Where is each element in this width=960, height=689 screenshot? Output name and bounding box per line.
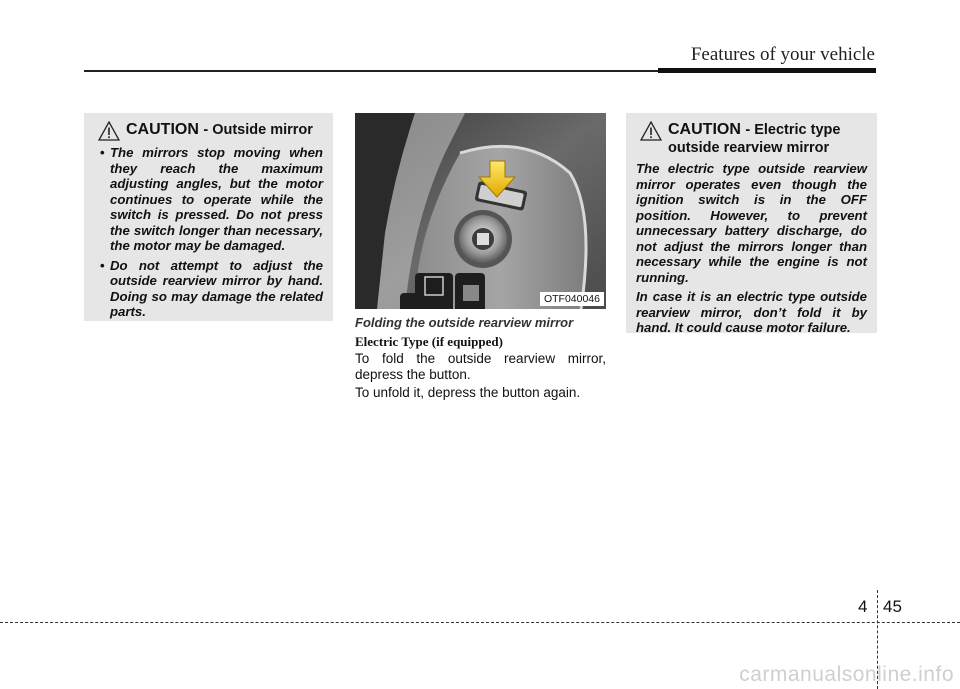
- page-number: 45: [883, 597, 902, 616]
- section-heading: Electric Type (if equipped): [355, 334, 503, 349]
- caution-paragraph: In case it is an electric type outside rearview mirror, don’t fold it by hand. It could cause motor failure.: [636, 289, 867, 335]
- caution-bullet: • Do not attempt to adjust the outside rearview mirror by hand. Doing so may damage the related parts.: [94, 258, 323, 320]
- door-panel-illustration: [355, 113, 606, 309]
- caution-label: CAUTION: [126, 121, 199, 138]
- caution-bullet: • The mirrors stop moving when they reach the maximum adjusting angles, but the motor continues to operate while the switch is pressed. Do not press the switch longer than necessary, the motor may be damaged.: [94, 145, 323, 254]
- mirror-switch-photo: [355, 113, 606, 309]
- watermark: carmanualsonline.info: [739, 663, 954, 686]
- figure-caption: Folding the outside rearview mirror: [355, 315, 574, 330]
- caution-subtitle: - Outside mirror: [203, 122, 313, 138]
- caution-paragraph: The electric type outside rearview mirror operates even though the ignition switch is in the OFF position. However, to prevent unnecessary battery discharge, do not adjust the mirrors longer than necessary while the engine is not running.: [636, 161, 867, 285]
- body-paragraph: To fold the outside rearview mirror, depress the button.: [355, 351, 606, 382]
- page-header-title: Features of your vehicle: [690, 44, 875, 65]
- header-rule-accent: [658, 68, 876, 73]
- figure-code: OTF040046: [540, 292, 604, 306]
- caution-box-electric-mirror: [626, 113, 877, 333]
- chapter-number: 4: [858, 597, 868, 616]
- warning-triangle-icon: [640, 121, 662, 141]
- body-paragraph: To unfold it, depress the button again.: [355, 385, 581, 400]
- caution-label: CAUTION: [668, 121, 741, 138]
- footer-dashed-rule: [0, 622, 960, 623]
- caution-subtitle: - Electric type outside rearview mirror: [668, 122, 841, 156]
- caution-box-outside-mirror: [84, 113, 333, 321]
- warning-triangle-icon: [98, 121, 120, 141]
